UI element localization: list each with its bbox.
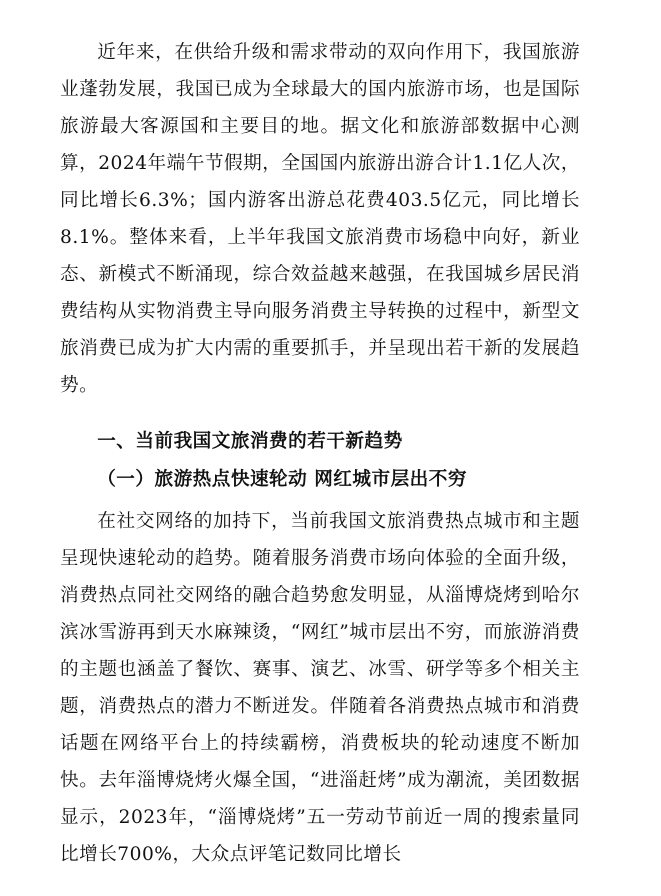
body-paragraph-intro: 近年来，在供给升级和需求带动的双向作用下，我国旅游业蓬勃发展，我国已成为全球最大的国内旅游市场，也是国际旅游最大客源国和主要目的地。据文化和旅游部数据中心测算，2024年端午节假期，全国国内旅游出游合计1.1亿人次，同比增长6.3%；国内游客出游总花费403.5亿元，同比增长8.1%。整体来看，上半年我国文旅消费市场稳中向好，新业态、新模式不断涌现，综合效益越来越强，在我国城乡居民消费结构从实物消费主导向服务消费主导转换的过程中，新型文旅消费已成为扩大内需的重要抓手，并呈现出若干新的发展趋势。 (60, 42, 580, 396)
subsection-heading: （一）旅游热点快速轮动 网红城市层出不穷 (97, 469, 467, 490)
body-paragraph-trend: 在社交网络的加持下，当前我国文旅消费热点城市和主题呈现快速轮动的趋势。随着服务消费市场向体验的全面升级，消费热点同社交网络的融合趋势愈发明显，从淄博烧烤到哈尔滨冰雪游再到天水麻辣烫，“网红”城市层出不穷，而旅游消费的主题也涵盖了餐饮、赛事、演艺、冰雪、研学等多个相关主题，消费热点的潜力不断迸发。伴随着各消费热点城市和消费话题在网络平台上的持续霸榜，消费板块的轮动速度不断加快。去年淄博烧烤火爆全国，“进淄赶烤”成为潮流，美团数据显示，2023年，“淄博烧烤”五一劳动节前近一周的搜索量同比增长700%，大众点评笔记数同比增长 (60, 511, 580, 865)
section-heading: 一、当前我国文旅消费的若干新趋势 (97, 431, 403, 452)
